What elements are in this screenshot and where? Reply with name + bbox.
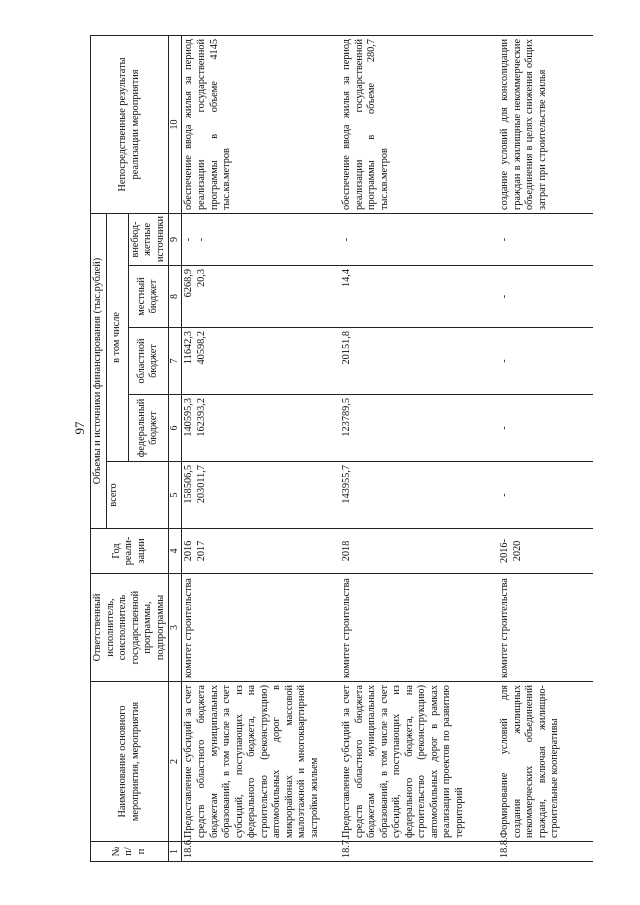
total-value: - [498, 493, 510, 497]
federal-cell [340, 395, 498, 462]
col-number: 2 [169, 682, 182, 842]
header-federal: федеральный бюджет [128, 395, 169, 462]
executor: комитет строительства [498, 574, 593, 682]
activity-name: Формирование условий для создания жилищных некоммерческих объединений граждан, включая жилищно-строительные кооперативы [498, 682, 593, 842]
local-cell [498, 266, 593, 328]
header-regional: областной бюджет [128, 328, 169, 395]
header-local: местный бюджет [128, 266, 169, 328]
year-cell [498, 529, 593, 574]
header-year: Год реали- зации [91, 529, 169, 574]
local-value: 6268,9 [183, 269, 195, 298]
regional-value: 40598,2 [196, 331, 208, 365]
regional-value: 20151,8 [340, 331, 352, 365]
regional-value: 11642,3 [183, 331, 195, 365]
program-activities-table [90, 35, 593, 862]
header-total: всего [106, 462, 169, 529]
header-in-number: в том числе [106, 213, 128, 461]
regional-cell [498, 328, 593, 395]
executor: комитет строительства [182, 574, 340, 682]
federal-value: 123789,5 [340, 398, 352, 437]
total-cell [340, 462, 498, 529]
col-number: 3 [169, 574, 182, 682]
extra-cell [340, 213, 498, 265]
result-text: обеспечение ввода жилья за период реализации государственной программы в объеме 280,7 тыс.кв.метров [340, 35, 498, 213]
col-number: 4 [169, 529, 182, 574]
result-text: создание условий для консолидации граждан в жилищные некоммерческие объединения в целях снижения общих затрат при строительстве жилья [498, 35, 593, 213]
local-cell [182, 266, 340, 328]
regional-cell [340, 328, 498, 395]
extra-cell [182, 213, 340, 265]
activity-name: Предоставление субсидий за счет средств областного бюджета бюджетам муниципальных образований, в том числе за счет субсидий, поступающих из федерального бюджета, на строительство (реконструкцию) автомобильных дорог в рамках реализации проектов по развитию территорий [340, 682, 498, 842]
extra-value: - [196, 237, 208, 242]
local-value: 20,3 [196, 269, 208, 288]
result-text: обеспечение ввода жилья за период реализации государственной программы в объеме 4145 тыс.кв.метров [182, 35, 340, 213]
federal-value: - [498, 426, 510, 430]
col-number: 1 [169, 842, 182, 862]
header-executor: Ответственный исполнитель, соисполнитель государственной программы, подпрограммы [91, 574, 169, 682]
year-cell [340, 529, 498, 574]
total-cell [182, 462, 340, 529]
col-number: 6 [169, 395, 182, 462]
table-row [498, 35, 593, 861]
year-cell [182, 529, 340, 574]
header-name: Наименование основного мероприятия, мероприятия [91, 682, 169, 842]
col-number: 7 [169, 328, 182, 395]
executor: комитет строительства [340, 574, 498, 682]
year-value: 2018 [340, 540, 352, 562]
federal-value: 140595,3 [183, 398, 195, 437]
col-number: 10 [169, 35, 182, 213]
rotated-table-container [90, 36, 561, 862]
extra-value: - [183, 237, 195, 242]
local-cell [340, 266, 498, 328]
row-number: 18.6. [182, 842, 340, 862]
header-extra: внебюд- жетные источники [128, 213, 169, 265]
col-number: 8 [169, 266, 182, 328]
col-number: 9 [169, 213, 182, 265]
page-number: 97 [72, 421, 87, 435]
regional-value: - [498, 359, 510, 363]
extra-value: - [340, 237, 352, 242]
header-financing: Объемы и источники финансирования (тыс.рублей) [91, 213, 107, 528]
regional-cell [182, 328, 340, 395]
year-value: 2016 [183, 540, 195, 562]
year-value: 2016-2020 [498, 538, 523, 564]
table-row [340, 35, 498, 861]
header-no: № п/п [91, 842, 169, 862]
extra-value: - [498, 237, 510, 242]
activity-name: Предоставление субсидий за счет средств областного бюджета бюджетам муниципальных образований, в том числе за счет субсидий, поступающих из федерального бюджета, на строительство (реконструкцию) автомобильных дорог в микрорайонах массовой малоэтажной и многоквартирной застройки жильем [182, 682, 340, 842]
extra-cell [498, 213, 593, 265]
federal-cell [182, 395, 340, 462]
column-number-row [169, 35, 182, 861]
federal-value: 162393,2 [196, 398, 208, 437]
header-results: Непосредственные результаты реализации мероприятия [91, 35, 169, 213]
total-value: 143955,7 [340, 465, 352, 504]
row-number: 18.8. [498, 842, 593, 862]
row-number: 18.7. [340, 842, 498, 862]
year-value: 2017 [196, 540, 208, 562]
total-cell [498, 462, 593, 529]
total-value: 158506,5 [183, 465, 195, 504]
col-number: 5 [169, 462, 182, 529]
total-value: 203011,7 [196, 465, 208, 504]
local-value: 14,4 [340, 269, 352, 288]
table-row [182, 35, 340, 861]
federal-cell [498, 395, 593, 462]
local-value: - [498, 294, 510, 299]
